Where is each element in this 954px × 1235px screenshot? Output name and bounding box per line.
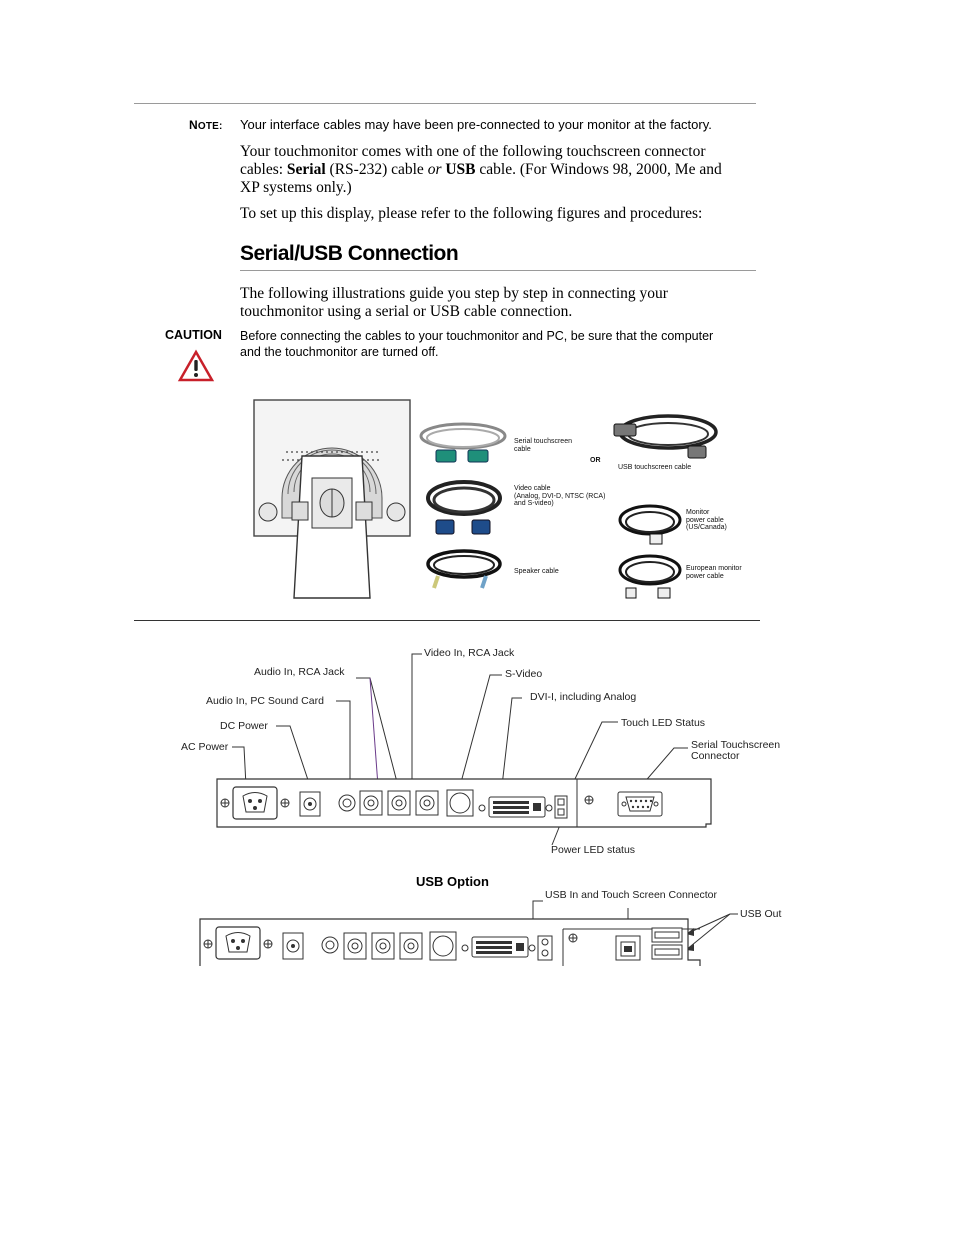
label-ac-power: AC Power [181, 741, 229, 753]
label-video-rca: Video In, RCA Jack [424, 647, 515, 659]
section-heading: Serial/USB Connection [240, 242, 459, 265]
usb-cable-caption: USB touchscreen cable [618, 464, 692, 471]
monitor-power-line-1: Monitor [686, 509, 710, 516]
monitor-power-line-2: power cable [686, 516, 724, 524]
european-power-line-2: power cable [686, 572, 724, 580]
note-label-initial: N [189, 118, 198, 132]
label-dc-power: DC Power [220, 720, 268, 732]
intro-line-1: Your touchmonitor comes with one of the following touchscreen connector [240, 143, 706, 160]
video-caption-line-2: (Analog, DVI-D, NTSC (RCA) [514, 492, 606, 500]
serial-connector-line-1: Serial Touchscreen [691, 739, 781, 751]
serial-caption-line-1: Serial touchscreen [514, 438, 572, 445]
video-caption-line-3: and S-video) [514, 500, 554, 507]
monitor-power-line-3: (US/Canada) [686, 524, 727, 531]
label-audio-rca: Audio In, RCA Jack [254, 666, 345, 678]
label-usb-in: USB In and Touch Screen Connector [545, 889, 717, 901]
intro-line-2-c: cable. (For Windows 98, 2000, Me and [475, 161, 722, 178]
serial-connector-line-2: Connector [691, 750, 740, 762]
or-italic: or [427, 161, 442, 178]
or-caption: OR [590, 457, 601, 464]
caution-line-2: and the touchmonitor are turned off. [240, 345, 439, 359]
intro-line-2-a: cables: [240, 161, 287, 178]
label-audio-pc: Audio In, PC Sound Card [206, 695, 324, 707]
label-dvi: DVI-I, including Analog [530, 691, 637, 703]
note-text: Your interface cables may have been pre-connected to your monitor at the factory. [240, 117, 712, 132]
section-line-2: touchmonitor using a serial or USB cable connection. [240, 303, 573, 320]
serial-bold: Serial [286, 161, 326, 178]
label-usb-out: USB Out [740, 908, 782, 920]
intro-line-2-b: (RS-232) cable [325, 161, 428, 178]
usb-option-title: USB Option [416, 874, 489, 889]
caution-line-1: Before connecting the cables to your touchmonitor and PC, be sure that the computer [240, 329, 714, 343]
note-label-rest: OTE: [197, 121, 223, 132]
setup-text: To set up this display, please refer to the following figures and procedures: [240, 205, 703, 222]
label-power-led: Power LED status [551, 844, 636, 856]
speaker-cable-caption: Speaker cable [514, 568, 559, 575]
label-touch-led: Touch LED Status [621, 717, 706, 729]
intro-line-3: XP systems only.) [240, 179, 352, 196]
video-caption-line-1: Video cable [514, 485, 551, 492]
caution-label: CAUTION [165, 328, 222, 342]
usb-bold: USB [445, 161, 476, 178]
european-power-line-1: European monitor [686, 565, 742, 572]
section-line-1: The following illustrations guide you step by step in connecting your [240, 285, 668, 302]
label-svideo: S-Video [505, 668, 543, 680]
serial-caption-line-2: cable [514, 445, 531, 453]
